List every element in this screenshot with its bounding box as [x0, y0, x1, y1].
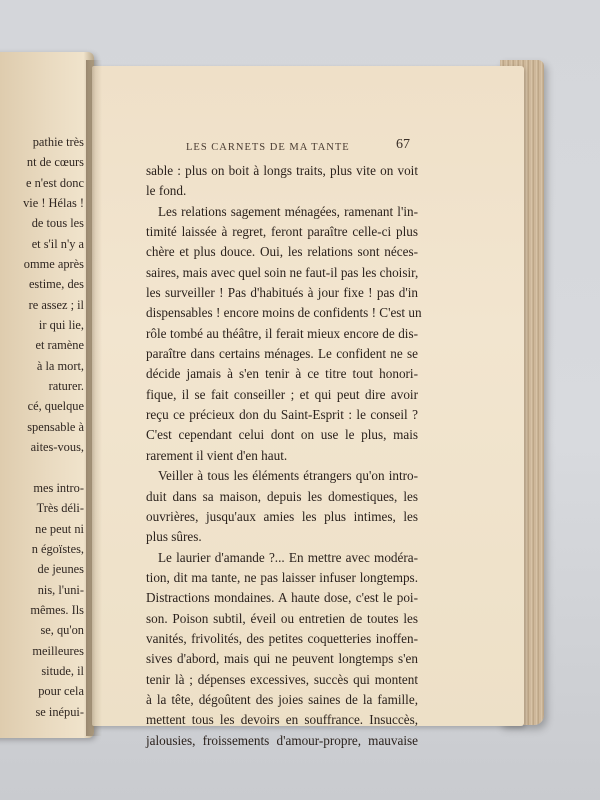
- text-line: C'est cependant celui dont on use le plus, mais: [146, 427, 418, 443]
- left-line: ir qui lie,: [38, 318, 84, 333]
- left-line: e n'est donc: [26, 175, 84, 190]
- left-line: Très déli-: [36, 501, 84, 516]
- text-line: Distractions mondaines. A haute dose, c'est le poi-: [146, 590, 418, 606]
- text-line: paraître dans certains ménages. Le confident ne se: [146, 346, 418, 362]
- left-line: meilleures: [32, 643, 84, 658]
- left-line: de tous les: [31, 216, 84, 231]
- text-line: rarement il vient d'en haut.: [146, 447, 288, 463]
- text-line: duit dans sa maison, depuis les domestiques, les: [146, 488, 418, 504]
- left-line: situde, il: [41, 663, 84, 678]
- left-line: nt de cœurs: [26, 155, 84, 170]
- left-line: se inépui-: [35, 704, 84, 719]
- left-line: mes intro-: [33, 480, 84, 495]
- left-line: pathie très: [32, 135, 84, 149]
- left-line: aites-vous,: [30, 440, 84, 455]
- left-page-text: [0, 132, 84, 722]
- text-line: vanités, frivolités, des petites coquetteries inoffen-: [146, 630, 418, 646]
- left-line: pour cela: [38, 684, 84, 699]
- left-page: [0, 52, 94, 738]
- left-line: n égoïstes,: [31, 541, 84, 556]
- left-line: omme après: [23, 257, 84, 272]
- left-line: re assez ; il: [28, 297, 84, 312]
- text-line: rôle tombé au théâtre, il ferait mieux encore de dis-: [146, 325, 418, 341]
- left-line: spensable à: [27, 419, 84, 434]
- left-line: se, qu'on: [40, 623, 84, 638]
- left-line: estime, des: [28, 277, 84, 292]
- text-line: reçu ce précieux don du Saint-Esprit : le conseil ?: [146, 407, 418, 423]
- text-line: les surveiller ! Pas d'habitués à jour fixe ! pas d'in: [146, 285, 418, 301]
- left-line: nis, l'uni-: [37, 582, 84, 597]
- left-line: mêmes. Ils: [30, 602, 84, 617]
- left-line: [0, 458, 84, 478]
- text-line: sable : plus on boit à longs traits, plus vite on voit: [146, 163, 418, 178]
- left-line: de jeunes: [37, 562, 84, 577]
- text-line: tion, dit ma tante, ne pas laisser infuser longtemps.: [146, 569, 418, 585]
- left-line: cé, quelque: [27, 399, 84, 414]
- left-line: et s'il n'y a: [31, 236, 84, 251]
- text-line: décide jamais à s'en tenir à ce titre tout honori-: [146, 366, 418, 382]
- left-line: à la mort,: [36, 358, 84, 373]
- text-line: dispensables ! encore moins de confidents ! C'est un: [146, 305, 422, 321]
- text-line: sives d'abord, mais qui ne peuvent longtemps s'en: [146, 651, 418, 667]
- text-line: Veiller à tous les éléments étrangers qu'on intro-: [158, 468, 418, 484]
- text-line: ouvrières, jusqu'aux amies les plus intimes, les: [146, 508, 418, 524]
- text-line: à la tête, dégoûtent des joies saines de la famille,: [146, 691, 418, 707]
- page-number: 67: [396, 137, 410, 152]
- right-page-text: [146, 161, 422, 751]
- running-head: LES CARNETS DE MA TANTE: [186, 142, 350, 153]
- text-line: Le laurier d'amande ?... En mettre avec modéra-: [158, 549, 418, 565]
- left-line: vie ! Hélas !: [23, 196, 84, 211]
- left-line: et ramène: [35, 338, 84, 353]
- text-line: jalousies, froissements d'amour-propre, mauvaise: [146, 732, 418, 748]
- text-line: Les relations sagement ménagées, ramenant l'in-: [158, 203, 418, 219]
- text-line: chère et plus douce. Oui, les relations sont néces-: [146, 244, 418, 260]
- text-line: tenir là ; dépenses excessives, succès qui montent: [146, 671, 418, 687]
- left-line: ne peut ni: [35, 521, 84, 536]
- text-line: plus sûres.: [146, 529, 202, 545]
- left-line: raturer.: [48, 379, 84, 394]
- text-line: timité laissée à regret, feront paraître celle-ci plus: [146, 224, 418, 240]
- text-line: le fond.: [146, 183, 187, 199]
- text-line: mettent tous les devoirs en souffrance. Insuccès,: [146, 712, 418, 728]
- text-line: fique, il se fait conseiller ; et qui peut dire avoir: [146, 386, 418, 402]
- text-line: saires, mais avec quel soin ne faut-il pas les choisir,: [146, 264, 419, 280]
- book-gutter: [86, 60, 102, 736]
- text-line: son. Poison subtil, éveil ou entretien de toutes les: [146, 610, 418, 626]
